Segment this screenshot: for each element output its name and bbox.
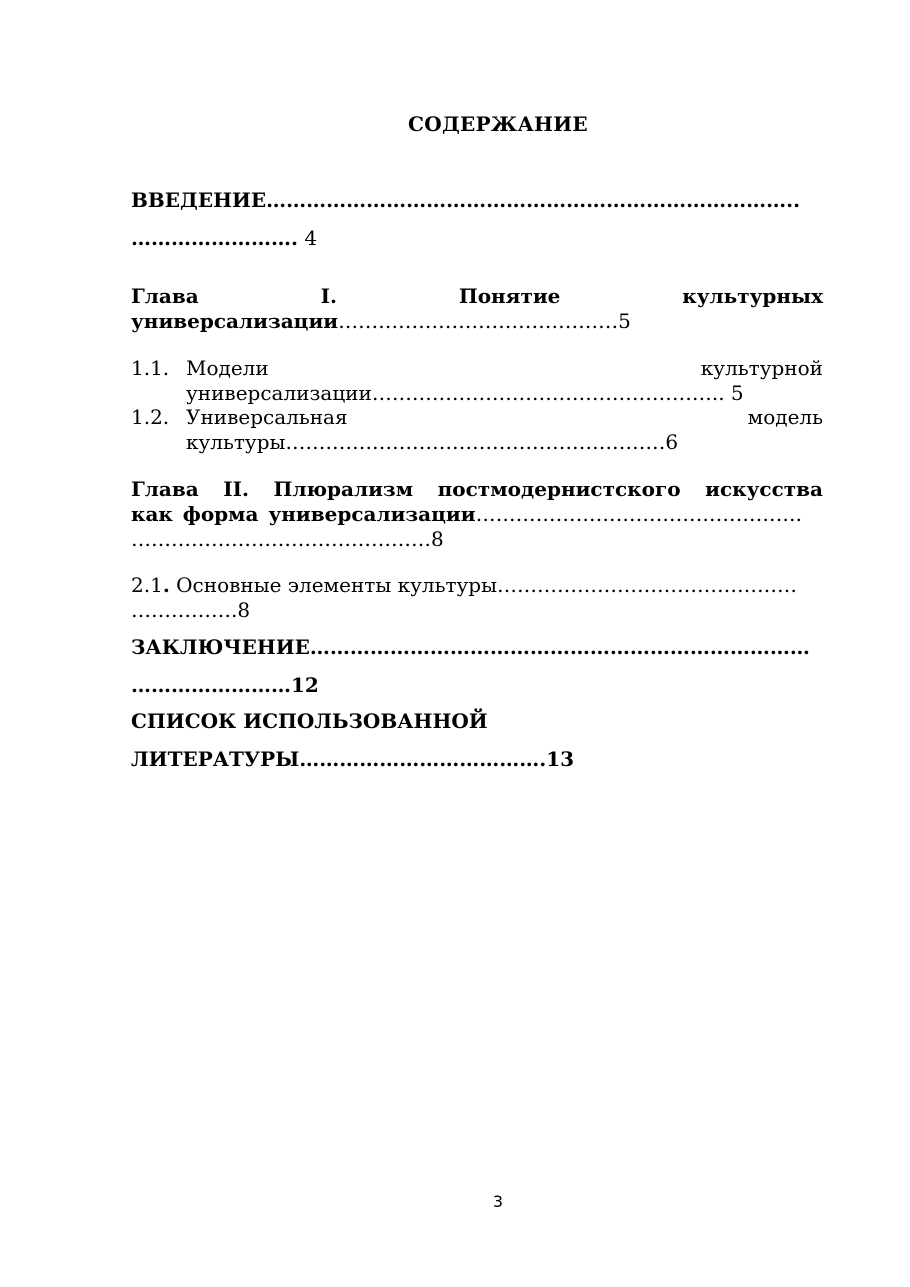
toc-entry-conclusion-cont [131, 673, 319, 698]
toc-justified-line [186, 405, 823, 430]
toc-leader-dots: ………………………………. [299, 747, 547, 771]
toc-entry-chapter-2[interactable] [131, 477, 823, 552]
toc-entry-section-2-1[interactable] [131, 573, 797, 598]
toc-line [186, 430, 823, 455]
toc-page-number: 5 [730, 381, 744, 405]
toc-entry-label: как форма универсализации [131, 502, 476, 526]
toc-page-number: 8 [431, 527, 444, 551]
toc-page-number: 13 [546, 747, 575, 771]
toc-leader-dots: ……………………………………… [497, 573, 798, 597]
toc-line [131, 527, 823, 552]
toc-line: Глава II. Плюрализм постмодернистского искусства [131, 477, 823, 501]
toc-entry-label: Основные элементы культуры [176, 573, 498, 597]
toc-entry-chapter-1[interactable] [131, 284, 823, 334]
toc-leader-dots: …………………………………… [338, 309, 619, 333]
toc-entry-intro[interactable] [131, 188, 800, 213]
toc-entry-label: культуры………………………………………………… [186, 430, 666, 454]
toc-line [186, 381, 823, 406]
toc-justified-line [186, 356, 823, 381]
toc-entry-section-1-2[interactable] [186, 405, 823, 455]
toc-page-number: 6 [665, 430, 679, 454]
toc-entry-label: ЗАКЛЮЧЕНИЕ [131, 635, 310, 659]
toc-entry-label: СПИСОК ИСПОЛЬЗОВАННОЙ [131, 709, 488, 733]
toc-entry-conclusion[interactable] [131, 635, 810, 660]
toc-leader-dots: …………………………………………. [475, 502, 802, 526]
toc-section-number: 2.1 [131, 573, 163, 597]
toc-word: культурных [682, 284, 823, 308]
page-number: 3 [492, 1192, 504, 1211]
toc-entry-references-cont [131, 747, 574, 772]
toc-justified-line [131, 284, 823, 309]
toc-entry-label: ВВЕДЕНИЕ [131, 188, 267, 212]
toc-line [131, 309, 823, 334]
toc-page-number: 8 [237, 598, 251, 622]
toc-word: I. [320, 284, 337, 308]
toc-leader-dots: ……………………………………… [131, 527, 431, 551]
toc-word: Глава [131, 284, 199, 308]
page-title: СОДЕРЖАНИЕ [408, 112, 588, 136]
toc-entry-intro-cont [131, 226, 317, 251]
toc-separator: . [162, 573, 170, 597]
toc-page-number: 12 [291, 673, 319, 697]
toc-entry-label: универсализации…………………………………………….. [186, 381, 725, 405]
toc-word: Понятие [458, 284, 561, 308]
toc-leader-dots: ………………………………………………………………… [309, 635, 810, 659]
toc-leader-dots: ……………. [131, 598, 238, 622]
toc-leader-dots: ……………………. [131, 226, 298, 250]
toc-line [131, 502, 823, 527]
toc-word: модель [747, 405, 823, 429]
toc-word: культурной [700, 356, 823, 380]
toc-word: Универсальная [186, 405, 348, 429]
toc-page-number: 5 [618, 309, 631, 333]
toc-page-number: 4 [304, 226, 318, 250]
toc-leader-dots: …………………………………………………………………….. [266, 188, 801, 212]
toc-section-number: 1.2. [131, 405, 170, 429]
toc-leader-dots: …………………… [131, 673, 291, 697]
toc-word: Модели [186, 356, 269, 380]
toc-entry-section-2-1-cont [131, 598, 250, 623]
toc-entry-references[interactable] [131, 709, 488, 734]
toc-entry-label: универсализации [131, 309, 339, 333]
toc-entry-label: ЛИТЕРАТУРЫ [131, 747, 300, 771]
toc-entry-section-1-1[interactable] [186, 356, 823, 406]
toc-section-number: 1.1. [131, 356, 170, 380]
